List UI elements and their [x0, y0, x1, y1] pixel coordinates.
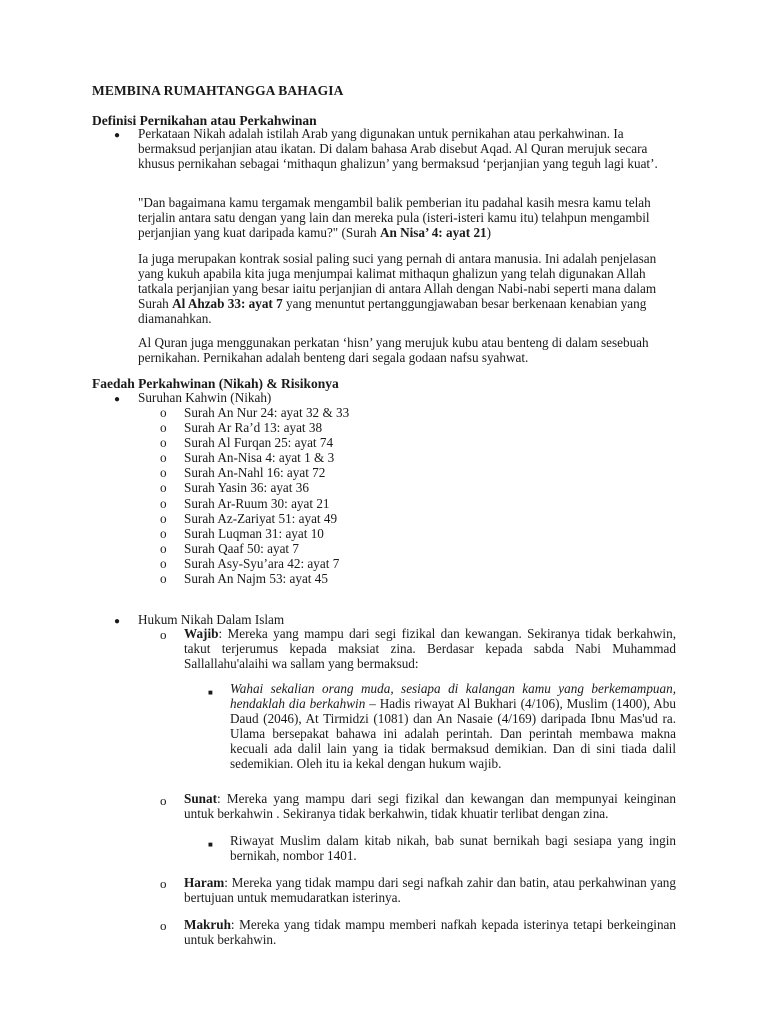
square-marker: ■ — [208, 688, 213, 697]
paragraph-text-end: yang menuntut pertanggungjawaban besar berkenaan kenabian yang diamanahkan. — [138, 296, 647, 326]
list-item: Surah Asy-Syu’ara 42: ayat 7 — [184, 555, 340, 571]
circle-marker: o — [160, 480, 167, 496]
hukum-makruh — [184, 917, 676, 947]
bullet-marker: ● — [114, 616, 121, 627]
suruhan-kahwin-label: Suruhan Kahwin (Nikah) — [138, 390, 272, 405]
list-item: Surah An Najm 53: ayat 45 — [184, 571, 328, 587]
haram-text: : Mereka yang tidak mampu dari segi nafkah zahir dan batin, atau perkahwinan yang bertujuan untuk memudaratkan isterinya. — [184, 875, 676, 905]
circle-marker: o — [160, 435, 167, 451]
bullet-marker: ● — [114, 394, 121, 405]
circle-marker: o — [160, 918, 167, 933]
hadith-quote: Wahai sekalian orang muda, sesiapa di kalangan kamu yang berkemampuan, hendaklah dia berkahwin — [230, 681, 676, 711]
makruh-label: Makruh — [184, 917, 231, 932]
list-item: Surah Ar-Ruum 30: ayat 21 — [184, 495, 330, 511]
wajib-hadith — [230, 681, 676, 771]
list-item: Surah An-Nisa 4: ayat 1 & 3 — [184, 450, 335, 466]
square-marker: ■ — [208, 840, 213, 849]
surah-list — [184, 405, 349, 586]
paragraph-text: Ia juga merupakan kontrak sosial paling suci yang pernah di antara manusia. Ini adalah penjelasan yang kukuh apabila kita juga menjumpai kalimat mithaqun ghalizun yang telah digunakan Allah tatkala perjanjian yang besar iaitu perjanjian di antara Allah dengan Nabi-nabi seperti mana dalam Surah — [138, 251, 657, 311]
quote-reference: An Nisa’ 4: ayat 21 — [379, 225, 487, 240]
list-item: Surah An Nur 24: ayat 32 & 33 — [184, 405, 350, 420]
hukum-wajib — [184, 626, 676, 671]
list-item: Surah Yasin 36: ayat 36 — [184, 480, 309, 496]
circle-marker: o — [160, 627, 167, 642]
list-item: Surah Luqman 31: ayat 10 — [184, 525, 324, 541]
circle-marker: o — [160, 495, 167, 511]
makruh-text: : Mereka yang tidak mampu memberi nafkah kepada isterinya tetapi berkeinginan untuk berkahwin. — [184, 917, 676, 947]
quote-close: ) — [486, 225, 492, 240]
wajib-text: : Mereka yang mampu dari segi fizikal dan kewangan. Sekiranya tidak berkahwin, takut terjerumus kepada maksiat zina. Berdasar kepada sabda Nabi Muhammad Sallallahu'alaihi wa sallam yang bermaksud: — [184, 626, 676, 671]
list-item: Surah Qaaf 50: ayat 7 — [184, 540, 299, 556]
circle-marker: o — [160, 540, 167, 556]
definisi-paragraph-3 — [138, 251, 678, 326]
list-item: Surah Az-Zariyat 51: ayat 49 — [184, 510, 338, 526]
circle-marker: o — [160, 510, 167, 526]
surah-markers — [160, 405, 167, 586]
circle-marker: o — [160, 525, 167, 541]
sunat-text: : Mereka yang mampu dari segi fizikal dan kewangan dan mempunyai keinginan untuk berkahwin . Sekiranya tidak berkahwin, tidak khuatir terlibat dengan zina. — [184, 791, 676, 821]
surah-reference: Al Ahzab 33: ayat 7 — [172, 296, 283, 311]
circle-marker: o — [160, 876, 167, 891]
circle-marker: o — [160, 465, 167, 481]
sunat-label: Sunat — [184, 791, 217, 806]
circle-marker: o — [160, 405, 167, 420]
hukum-sunat — [184, 791, 676, 821]
list-item: Surah An-Nahl 16: ayat 72 — [184, 465, 326, 481]
hukum-nikah-label: Hukum Nikah Dalam Islam — [138, 612, 285, 627]
bullet-marker: ● — [114, 130, 121, 141]
hadith-source: – Hadis riwayat Al Bukhari (4/106), Muslim (1400), Abu Daud (2046), At Tirmidzi (1081) dan An Nasaie (4/169) daripada Ibnu Mas'ud ra. Ulama bersepakat bahawa ini adalah perintah. Dan perintah membawa makna kecuali ada dalil lain yang ia tidak bermaksud demikian. Dan di sini tiada dalil sedemikian. Oleh itu ia kekal dengan hukum wajib. — [230, 696, 676, 771]
circle-marker: o — [160, 793, 167, 808]
circle-marker: o — [160, 555, 167, 571]
definisi-paragraph-1: Perkataan Nikah adalah istilah Arab yang digunakan untuk pernikahan atau perkahwinan. Ia bermaksud perjanjian atau ikatan. Di dalam bahasa Arab disebut Aqad. Al Quran merujuk secara khusus pernikahan sebagai ‘mithaqun ghalizun’ yang bermaksud ‘perjanjian yang teguh lagi kuat’. — [138, 126, 658, 171]
wajib-label: Wajib — [184, 626, 219, 641]
definisi-paragraph-4: Al Quran juga menggunakan perkatan ‘hisn’ yang merujuk kubu atau benteng di dalam sesebuah pernikahan. Pernikahan adalah benteng dari segala godaan nafsu syahwat. — [138, 335, 649, 365]
list-item: Surah Ar Ra’d 13: ayat 38 — [184, 420, 323, 436]
list-item: Surah Al Furqan 25: ayat 74 — [184, 435, 334, 451]
section-heading-faedah: Faedah Perkahwinan (Nikah) & Risikonya — [92, 376, 339, 391]
circle-marker: o — [160, 571, 167, 587]
section-heading-definisi: Definisi Pernikahan atau Perkahwinan — [92, 113, 317, 128]
quote-text: "Dan bagaimana kamu tergamak mengambil balik pemberian itu padahal kasih mesra kamu telah terjalin antara satu dengan yang lain dan mereka pula (isteri-isteri kamu itu) telahpun mengambil perjanjian yang kuat daripada kamu?" (Surah — [138, 195, 651, 240]
hukum-haram — [184, 875, 676, 905]
circle-marker: o — [160, 450, 167, 466]
haram-label: Haram — [184, 875, 225, 890]
circle-marker: o — [160, 420, 167, 436]
sunat-reference: Riwayat Muslim dalam kitab nikah, bab sunat bernikah bagi sesiapa yang ingin bernikah, nombor 1401. — [230, 833, 676, 863]
definisi-paragraph-2 — [138, 195, 678, 240]
document-title: MEMBINA RUMAHTANGGA BAHAGIA — [92, 83, 344, 98]
